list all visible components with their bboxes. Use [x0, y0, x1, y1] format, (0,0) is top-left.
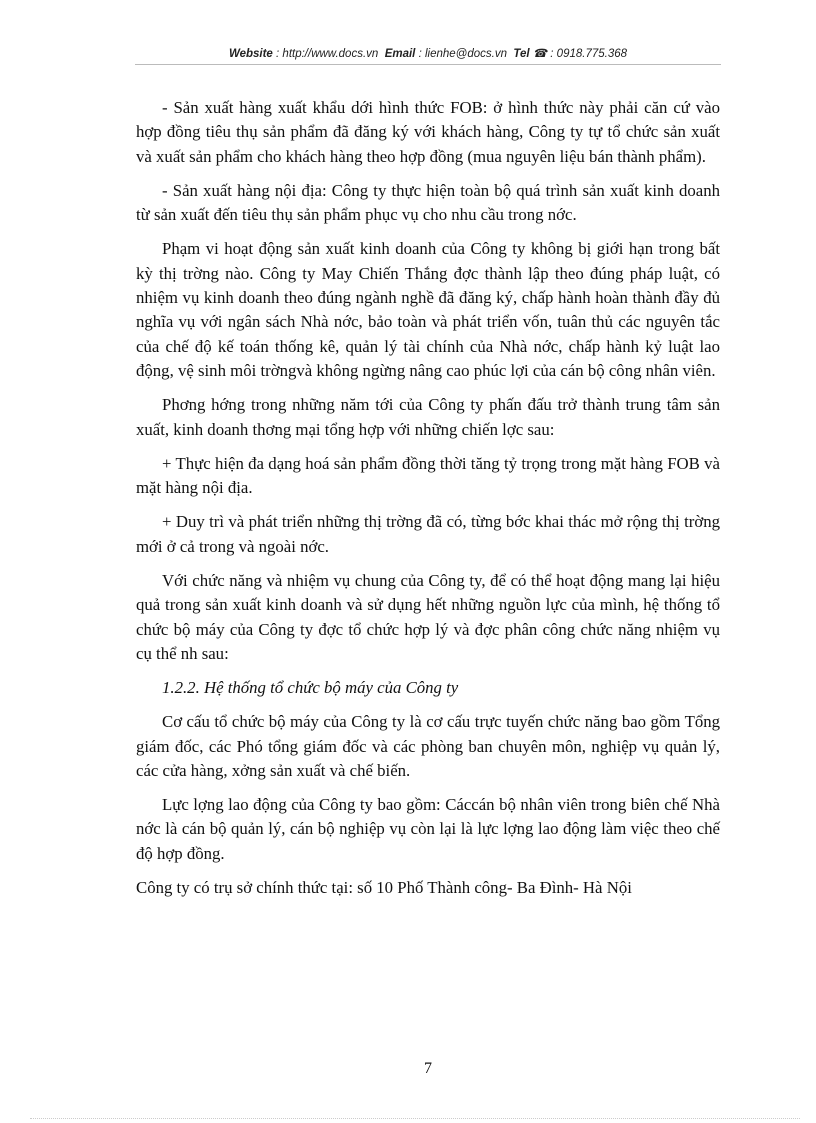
phone-icon: ☎ — [532, 48, 548, 60]
footer-divider — [30, 1118, 800, 1119]
paragraph: - Sản xuất hàng xuất khẩu dới hình thức FOB: ở hình thức này phải căn cứ vào hợp đồng tiêu thụ sản phẩm đã đăng ký với khách hàng, Công ty tự tổ chức sản xuất và xuất sản phẩm cho khách hàng theo hợp đồng (mua nguyên liệu bán thành phẩm). — [136, 98, 720, 166]
paragraph: + Thực hiện đa dạng hoá sản phẩm đồng thời tăng tỷ trọng trong mặt hàng FOB và mặt hàng nội địa. — [136, 453, 720, 498]
paragraph: Với chức năng và nhiệm vụ chung của Công ty, để có thể hoạt động mang lại hiệu quả trong sản xuất kinh doanh và sử dụng hết những nguồn lực của mình, hệ thống tổ chức bộ máy của Công ty đợc tổ chức hợp lý và đợc phân công chức năng nhiệm vụ cụ thể nh sau: — [136, 571, 720, 663]
paragraph: Phơng hớng trong những năm tới của Công ty phấn đấu trở thành trung tâm sản xuất, kinh doanh thơng mại tổng hợp với những chiến lợc sau: — [136, 395, 720, 439]
document-body — [136, 96, 720, 910]
page-header — [135, 46, 721, 60]
website-value: : http://www.docs.vn — [276, 48, 379, 60]
website-label: Website — [228, 48, 273, 60]
email-label: Email — [384, 48, 416, 60]
paragraph: Cơ cấu tổ chức bộ máy của Công ty là cơ cấu trực tuyến chức năng bao gồm Tổng giám đốc, các Phó tổng giám đốc và các phòng ban chuyên môn, nghiệp vụ quản lý, các cửa hàng, xởng sản xuất và chế biến. — [136, 712, 720, 780]
paragraph: Phạm vi hoạt động sản xuất kinh doanh của Công ty không bị giới hạn trong bất kỳ thị trờng nào. Công ty May Chiến Thắng đợc thành lập theo đúng pháp luật, có nhiệm vụ kinh doanh theo đúng ngành nghề đã đăng ký, chấp hành hoàn thành đầy đủ nghĩa vụ với ngân sách Nhà nớc, bảo toàn và phát triển vốn, tuân thủ các nguyên tắc của chế độ kế toán thống kê, quản lý tài chính của Nhà nớc, chấp hành kỷ luật lao động, vệ sinh môi trờngvà không ngừng nâng cao phúc lợi của cán bộ công nhân viên. — [136, 239, 720, 380]
email-value: : lienhe@docs.vn — [418, 48, 507, 60]
tel-value: : 0918.775.368 — [550, 48, 628, 60]
page-number: 7 — [424, 1060, 432, 1077]
paragraph: - Sản xuất hàng nội địa: Công ty thực hiện toàn bộ quá trình sản xuất kinh doanh từ sản xuất đến tiêu thụ sản phẩm phục vụ cho nhu cầu trong nớc. — [136, 180, 720, 225]
tel-label: Tel — [513, 48, 530, 60]
address-line: Công ty có trụ sở chính thức tại: số 10 Phố Thành công- Ba Đình- Hà Nội — [136, 878, 632, 898]
header-divider — [135, 64, 721, 65]
paragraph: + Duy trì và phát triển những thị trờng đã có, từng bớc khai thác mở rộng thị trờng mới ở cả trong và ngoài nớc. — [136, 512, 720, 556]
section-heading: 1.2.2. Hệ thống tổ chức bộ máy của Công ty — [162, 678, 459, 698]
paragraph: Lực lợng lao động của Công ty bao gồm: Cáccán bộ nhân viên trong biên chế Nhà nớc là cán bộ quản lý, cán bộ nghiệp vụ còn lại là lực lợng lao động làm việc theo chế độ hợp đồng. — [136, 795, 720, 863]
